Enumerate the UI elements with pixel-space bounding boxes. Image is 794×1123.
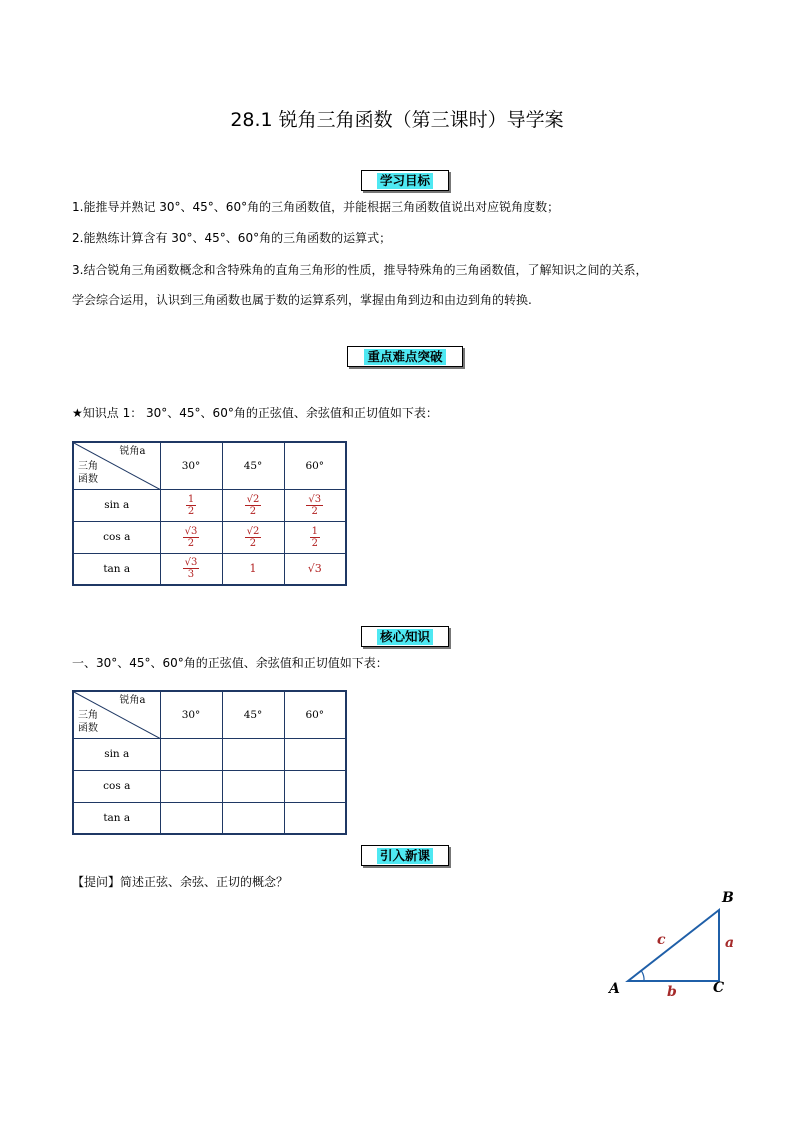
- cos60-num: 1: [311, 525, 318, 537]
- tan60-value: √3: [307, 562, 322, 576]
- section-header-goals: [361, 170, 449, 191]
- table-header-row: [73, 442, 346, 489]
- blank-cell[interactable]: [284, 770, 346, 802]
- blank-cell[interactable]: [222, 738, 284, 770]
- angle-header-60: 60°: [284, 442, 346, 489]
- header-func-label-2: 函数: [78, 474, 98, 485]
- cell-cos-60: [284, 521, 346, 553]
- document-title: 28.1 锐角三角函数（第三课时）导学案: [230, 109, 564, 131]
- tan30-den: 3: [187, 569, 195, 581]
- blank-row-tan: [73, 802, 346, 834]
- tan30-num: √3: [184, 557, 198, 569]
- side-c-label: c: [657, 932, 666, 948]
- sin60-num: √3: [308, 493, 322, 505]
- blank-cell[interactable]: [160, 770, 222, 802]
- question-text: 【提问】简述正弦、余弦、正切的概念？: [72, 875, 289, 889]
- cos30-den: 2: [187, 537, 195, 549]
- section-label-keypoints: 重点难点突破: [364, 349, 445, 365]
- trig-values-blank-table: [72, 690, 347, 835]
- goal-line-3: 3.结合锐角三角函数概念和含特殊角的直角三角形的性质，推导特殊角的三角函数值，了解知识之间的关系，: [72, 263, 648, 277]
- cell-sin-60: [284, 489, 346, 521]
- blank-cell[interactable]: [160, 738, 222, 770]
- section-label-intro: 引入新课: [377, 848, 433, 864]
- cos30-num: √3: [184, 525, 198, 537]
- blank-row-label-tan: tan a: [73, 802, 160, 834]
- sin45-num: √2: [246, 493, 260, 505]
- blank-cell[interactable]: [160, 802, 222, 834]
- sin60-den: 2: [311, 505, 318, 517]
- cell-sin-45: [222, 489, 284, 521]
- header-func-label-1: 三角: [78, 461, 98, 472]
- side-b-label: b: [667, 984, 677, 1000]
- sin45-den: 2: [249, 505, 257, 517]
- cos45-den: 2: [249, 537, 257, 549]
- goal-line-4: 学会综合运用，认识到三角函数也属于数的运算系列，掌握由角到边和由边到角的转换.: [72, 293, 532, 307]
- section-label-goals: 学习目标: [377, 173, 433, 189]
- blank-row-label-cos: cos a: [73, 770, 160, 802]
- blank-row-sin: [73, 738, 346, 770]
- table-row-tan: [73, 553, 346, 585]
- diagonal-header-cell: [73, 442, 160, 489]
- goal-line-1: 1.能推导并熟记 30°、45°、60°角的三角函数值，并能根据三角函数值说出对应锐角度数；: [72, 200, 560, 214]
- table-row-sin: [73, 489, 346, 521]
- blank-diagonal-header-cell: [73, 691, 160, 738]
- core-text: 一、30°、45°、60°角的正弦值、余弦值和正切值如下表：: [72, 656, 388, 670]
- goal-line-2: 2.能熟练计算含有 30°、45°、60°角的三角函数的运算式；: [72, 231, 392, 245]
- blank-row-cos: [73, 770, 346, 802]
- blank-header-angle-label: 锐角a: [119, 695, 146, 706]
- triangle-shape: [628, 910, 719, 981]
- trig-values-table: [72, 441, 347, 586]
- row-label-sin: sin a: [73, 489, 160, 521]
- header-angle-label: 锐角a: [119, 446, 146, 457]
- blank-angle-header-30: 30°: [160, 691, 222, 738]
- cell-cos-45: [222, 521, 284, 553]
- blank-cell[interactable]: [222, 802, 284, 834]
- cos60-den: 2: [311, 537, 318, 549]
- blank-row-label-sin: sin a: [73, 738, 160, 770]
- sin30-den: 2: [187, 505, 195, 517]
- vertex-A: A: [609, 981, 620, 997]
- blank-cell[interactable]: [284, 738, 346, 770]
- row-label-tan: tan a: [73, 553, 160, 585]
- cell-tan-30: [160, 553, 222, 585]
- table-row-cos: [73, 521, 346, 553]
- knowledge-point-text: ★知识点 1： 30°、45°、60°角的正弦值、余弦值和正切值如下表：: [72, 406, 438, 420]
- blank-cell[interactable]: [222, 770, 284, 802]
- blank-angle-header-45: 45°: [222, 691, 284, 738]
- section-header-core: [361, 626, 449, 647]
- cos45-num: √2: [246, 525, 260, 537]
- section-label-core: 核心知识: [377, 629, 433, 645]
- angle-header-30: 30°: [160, 442, 222, 489]
- blank-angle-header-60: 60°: [284, 691, 346, 738]
- section-header-intro: [361, 845, 449, 866]
- cell-tan-60: [284, 553, 346, 585]
- cell-cos-30: [160, 521, 222, 553]
- vertex-B: B: [722, 890, 734, 906]
- angle-header-45: 45°: [222, 442, 284, 489]
- blank-header-func-label-1: 三角: [78, 710, 98, 721]
- section-header-keypoints: [347, 346, 463, 367]
- blank-cell[interactable]: [284, 802, 346, 834]
- row-label-cos: cos a: [73, 521, 160, 553]
- tan45-value: 1: [249, 562, 257, 576]
- vertex-C: C: [713, 980, 725, 996]
- cell-tan-45: [222, 553, 284, 585]
- cell-sin-30: [160, 489, 222, 521]
- blank-header-func-label-2: 函数: [78, 723, 98, 734]
- sin30-num: 1: [187, 493, 195, 505]
- side-a-label: a: [725, 935, 735, 951]
- blank-table-header-row: [73, 691, 346, 738]
- angle-arc: [642, 971, 644, 981]
